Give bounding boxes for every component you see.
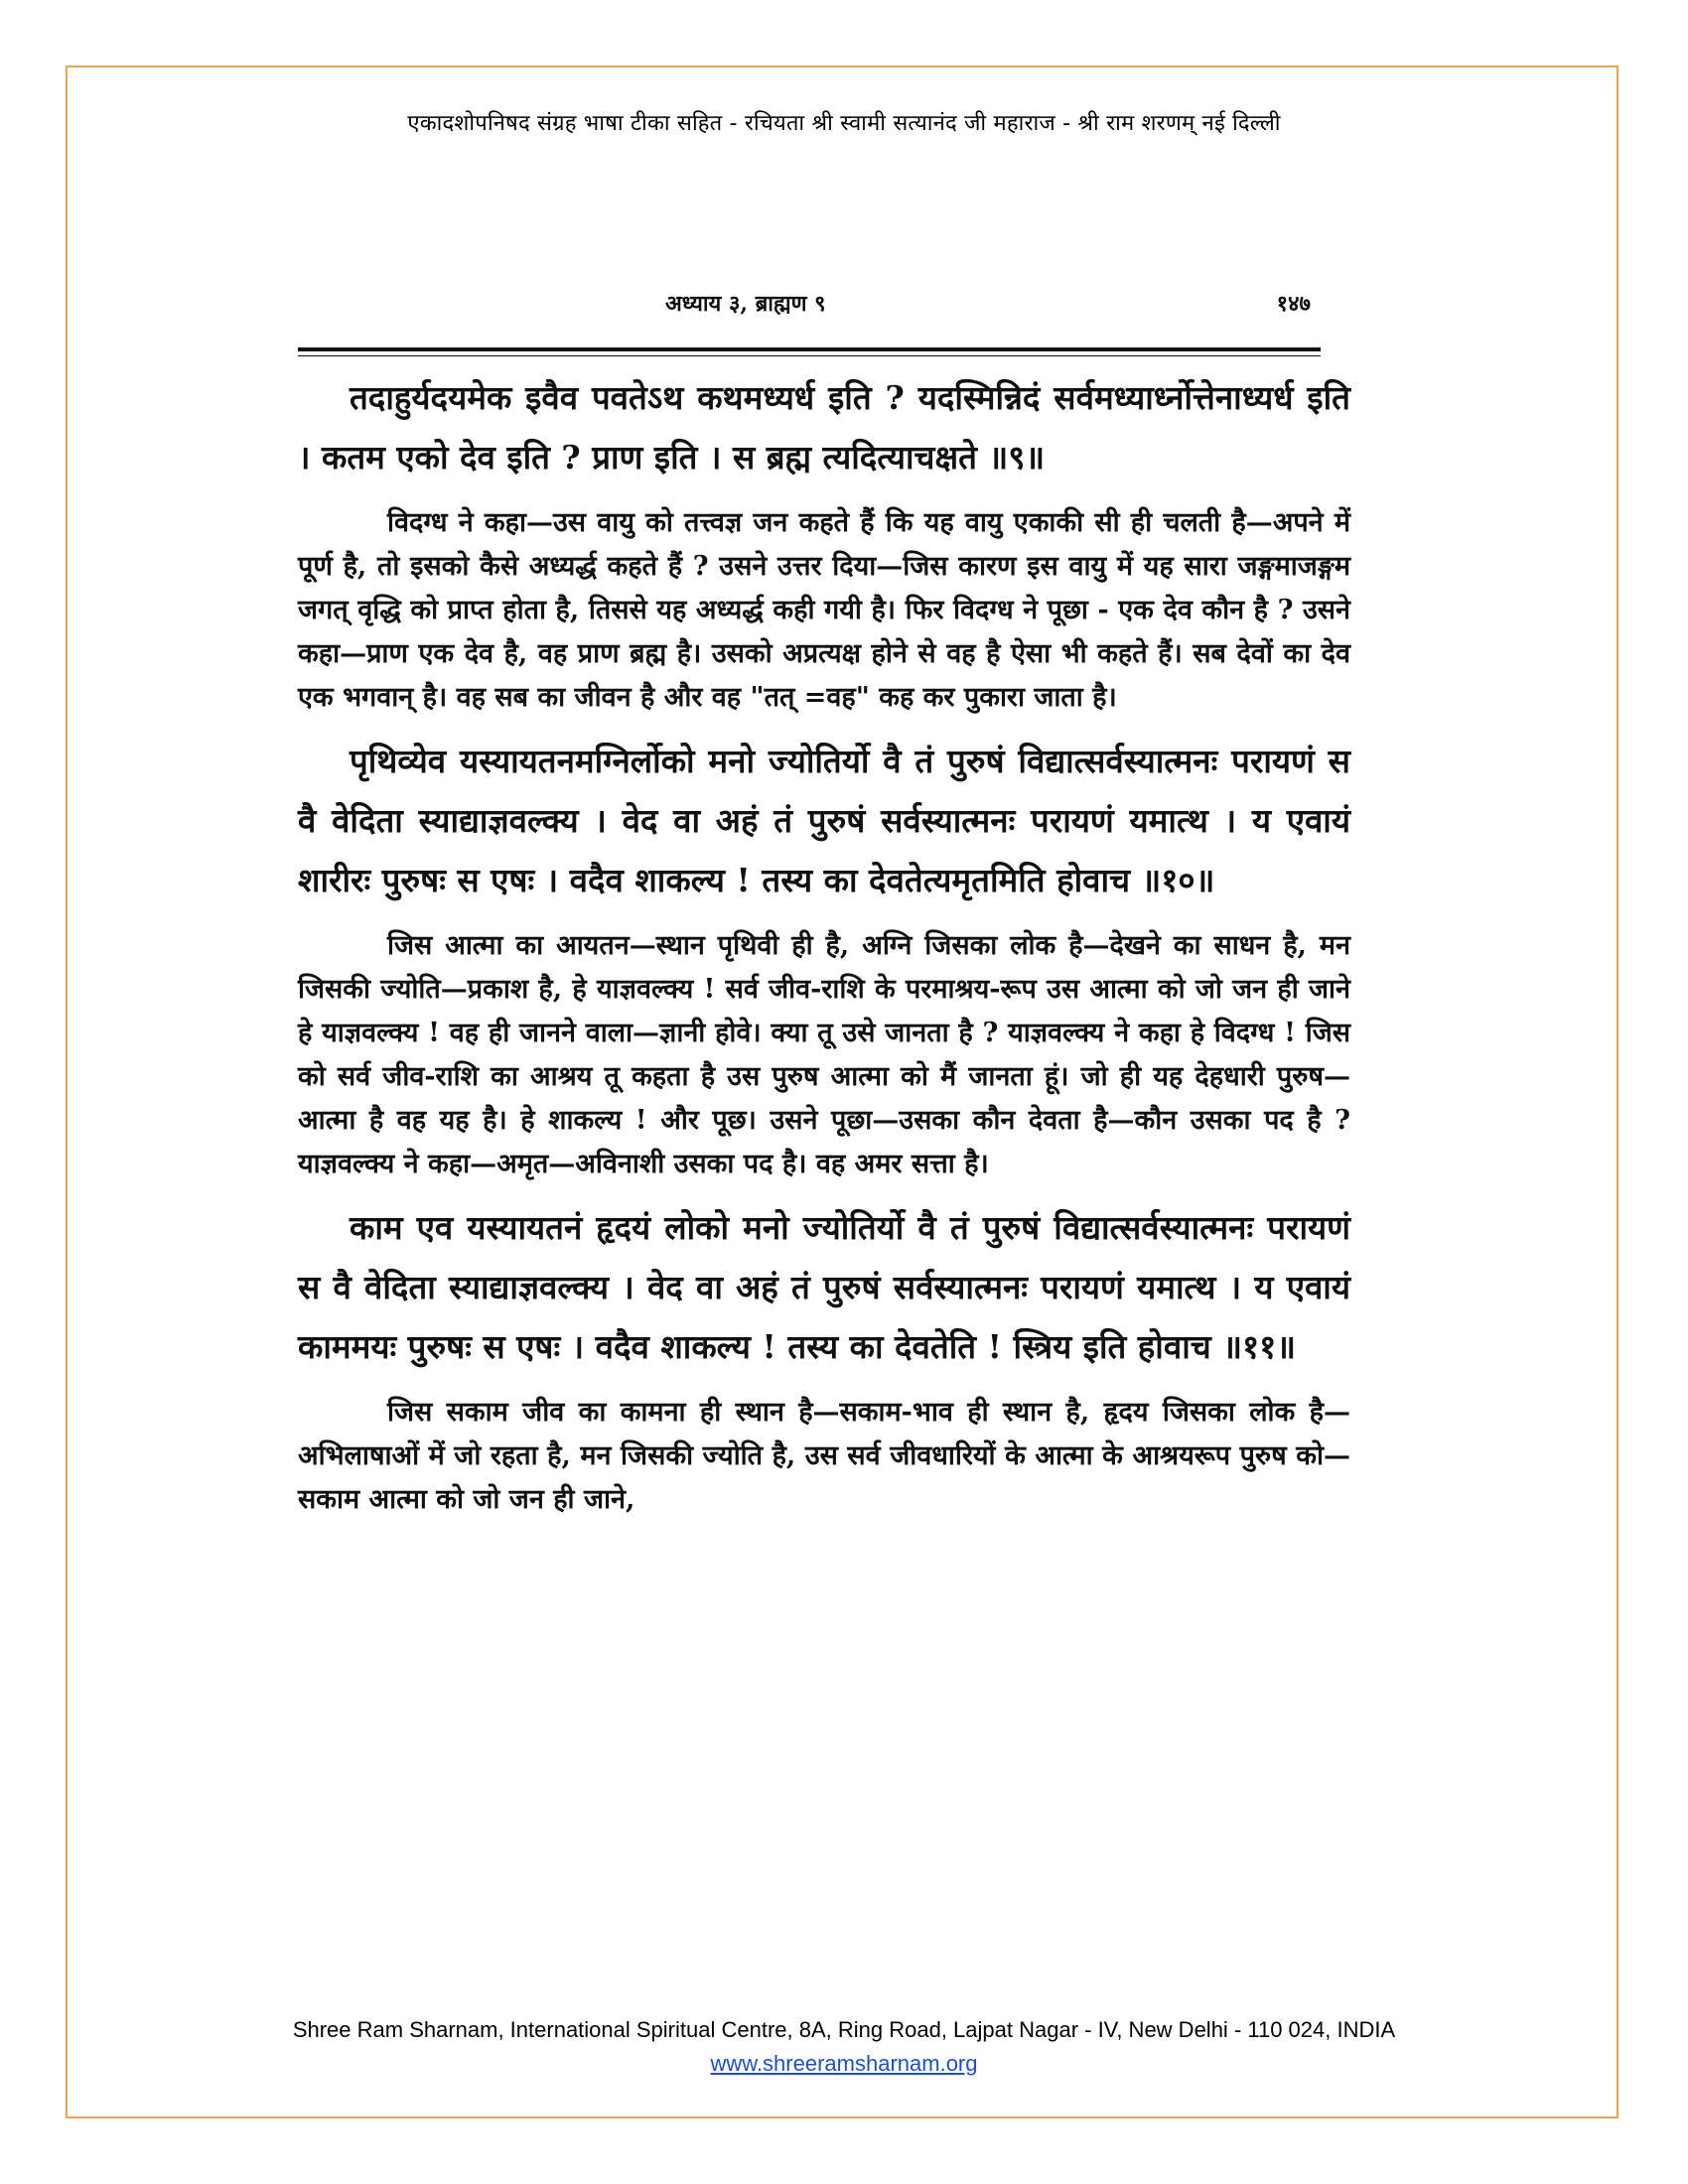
commentary-10: जिस आत्मा का आयतन—स्थान पृथिवी ही है, अग्नि जिसका लोक है—देखने का साधन है, मन जिसकी ज्योति—प्रकाश है, हे याज्ञवल्क्य ! सर्व जीव-राशि के परमाश्रय-रूप उस आत्मा को जो जन ही जाने हे याज्ञवल्क्य ! वह ही जानने वाला—ज्ञानी होवे। क्या तू उसे जानता है ? याज्ञवल्क्य ने कहा हे विदग्ध ! जिस को सर्व जीव-राशि का आश्रय तू कहता है उस पुरुष आत्मा को मैं जानता हूं। जो ही यह देहधारी पुरुष—आत्मा है वह यह है। हे शाकल्य ! और पूछ। उसने पूछा—उसका कौन देवता है—कौन उसका पद है ? याज्ञवल्क्य ने कहा—अमृत—अविनाशी उसका पद है। वह अमर सत्ता है। (298, 930, 1350, 1179)
scanned-page (298, 288, 1350, 1976)
commentary-11: जिस सकाम जीव का कामना ही स्थान है—सकाम-भाव ही स्थान है, हृदय जिसका लोक है—अभिलाषाओं में जो रहता है, मन जिसकी ज्योति है, उस सर्व जीवधारियों के आत्मा के आश्रयरूप पुरुष को—सकाम आत्मा को जो जन ही जाने, (298, 1397, 1350, 1515)
header-rule-thin (298, 355, 1321, 356)
page-number: १४७ (1276, 291, 1311, 317)
running-head-title: अध्याय ३, ब्राह्मण ९ (665, 291, 826, 317)
verse-9: तदाहुर्यदयमेक इवैव पवतेऽथ कथमध्यर्ध इति ? यदस्मिन्निदं सर्वमध्यार्ध्नोत्तेनाध्यर्ध इति । कतम एको देव इति ? प्राण इति । स ब्रह्म त्यदित्याचक्षते ॥९॥ (298, 378, 1350, 477)
running-head (298, 288, 1350, 328)
commentary-9: विदग्ध ने कहा—उस वायु को तत्त्वज्ञ जन कहते हैं कि यह वायु एकाकी सी ही चलती है—अपने में पूर्ण है, तो इसको कैसे अध्यर्द्ध कहते हैं ? उसने उत्तर दिया—जिस कारण इस वायु में यह सारा जङ्गमाजङ्गम जगत् वृद्धि को प्राप्त होता है, तिससे यह अध्यर्द्ध कही गयी है। फिर विदग्ध ने पूछा - एक देव कौन है ? उसने कहा—प्राण एक देव है, वह प्राण ब्रह्म है। उसको अप्रत्यक्ष होने से वह है ऐसा भी कहते हैं। सब देवों का देव एक भगवान् है। वह सब का जीवन है और वह "तत् =वह" कह कर पुकारा जाता है। (298, 507, 1351, 713)
verse-11: काम एव यस्यायतनं हृदयं लोको मनो ज्योतिर्यो वै तं पुरुषं विद्यात्सर्वस्यात्मनः परायणं स वै वेदिता स्याद्याज्ञवल्क्य । वेद वा अहं तं पुरुषं सर्वस्यात्मनः परायणं यमात्थ । य एवायं काममयः पुरुषः स एषः । वदैव शाकल्य ! तस्य का देवतेति ! स्त्रिय इति होवाच ॥११॥ (298, 1208, 1350, 1366)
footer-address: Shree Ram Sharnam, International Spiritual Centre, 8A, Ring Road, Lajpat Nagar - IV, New Delhi - 110 024, INDIA (292, 2017, 1396, 2042)
verse-10: पृथिव्येव यस्यायतनमग्निर्लोको मनो ज्योतिर्यो वै तं पुरुषं विद्यात्सर्वस्यात्मनः परायणं स वै वेदिता स्याद्याज्ञवल्क्य । वेद वा अहं तं पुरुषं सर्वस्यात्मनः परायणं यमात्थ । य एवायं शारीरः पुरुषः स एषः । वदैव शाकल्य ! तस्य का देवतेत्यमृतमिति होवाच ॥१०॥ (298, 742, 1350, 899)
header-rule (298, 347, 1321, 351)
website-link[interactable]: www.shreeramsharnam.org (710, 2051, 978, 2076)
document-header: एकादशोपनिषद संग्रह भाषा टीका सहित - रचियता श्री स्वामी सत्यानंद जी महाराज - श्री राम शरणम् नई दिल्ली (407, 111, 1281, 136)
